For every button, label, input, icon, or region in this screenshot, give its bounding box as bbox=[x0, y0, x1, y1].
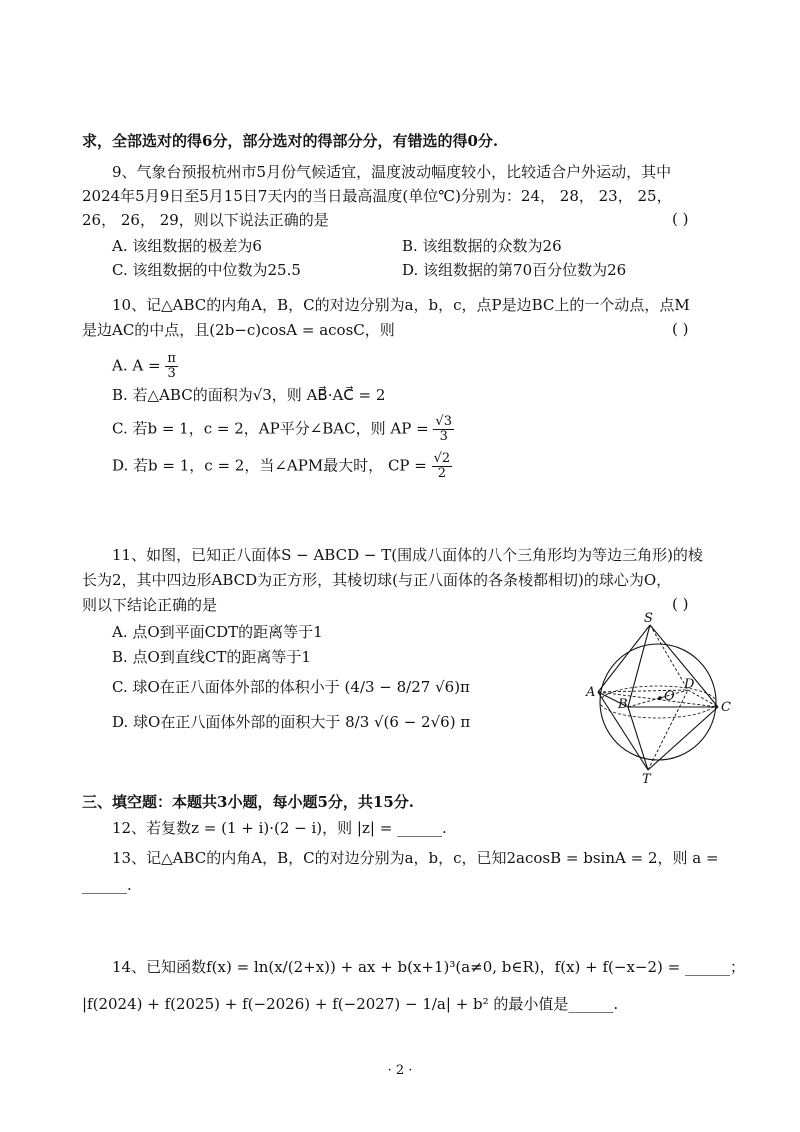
q9-line3: 26， 26， 29，则以下说法正确的是 bbox=[82, 211, 329, 229]
q11-option-c: C. 球O在正八面体外部的体积小于 (4/3 − 8/27 √6)π bbox=[112, 678, 470, 696]
q11-line1: 11、如图，已知正八面体S − ABCD − T(围成八面体的八个三角形均为等边三角形)的棱 bbox=[112, 546, 703, 564]
section3-heading: 三、填空题：本题共3小题，每小题5分，共15分. bbox=[82, 793, 414, 811]
q10-option-c bbox=[112, 415, 454, 444]
label-s: S bbox=[644, 611, 653, 626]
q10-option-a bbox=[112, 352, 178, 381]
q11-option-a: A. 点O到平面CDT的距离等于1 bbox=[112, 623, 323, 641]
q9-option-a: A. 该组数据的极差为6 bbox=[112, 237, 262, 255]
label-d: D bbox=[684, 677, 695, 692]
q9-line2: 2024年5月9日至5月15日7天内的当日最高温度(单位℃)分别为：24， 28， 23， 25， bbox=[82, 187, 672, 205]
q10-option-a-text: A. A = bbox=[112, 356, 161, 375]
q10-answer-paren: ( ) bbox=[672, 320, 689, 338]
q14-line2: |f(2024) + f(2025) + f(−2026) + f(−2027) − 1/a| + b² 的最小值是______. bbox=[82, 995, 619, 1013]
q11-answer-paren: ( ) bbox=[672, 595, 689, 613]
q11-option-d: D. 球O在正八面体外部的面积大于 8/3 √(6 − 2√6) π bbox=[112, 713, 471, 731]
label-o: O bbox=[664, 689, 675, 704]
q10-option-c-fraction bbox=[433, 415, 454, 444]
page-number: · 2 · bbox=[387, 1063, 413, 1078]
octahedron-edges bbox=[598, 625, 718, 770]
frac-num: √3 bbox=[435, 414, 452, 429]
q9-answer-paren: ( ) bbox=[672, 210, 689, 228]
q12: 12、若复数z = (1 + i)·(2 − i)，则 |z| = ______. bbox=[112, 819, 447, 837]
label-b: B bbox=[618, 697, 628, 712]
header-line: 求，全部选对的得6分，部分选对的得部分分，有错选的得0分. bbox=[82, 132, 499, 150]
hidden-edges bbox=[598, 625, 718, 770]
q11-line3: 则以下结论正确的是 bbox=[82, 596, 218, 614]
frac-num: √2 bbox=[433, 451, 451, 466]
q10-option-d-text: D. 若b = 1，c = 2，当∠APM最大时， CP = bbox=[112, 456, 427, 475]
q13-line2: ______. bbox=[82, 876, 132, 894]
frac-num: π bbox=[167, 351, 176, 366]
frac-den: 3 bbox=[439, 429, 448, 444]
label-a: A bbox=[586, 685, 596, 700]
center-point bbox=[658, 696, 662, 700]
q14-line1: 14、已知函数f(x) = ln(x/(2+x)) + ax + b(x+1)³(a≠0, b∈R)，f(x) + f(−x−2) = ______； bbox=[112, 958, 745, 976]
frac-den: 3 bbox=[167, 366, 176, 381]
frac-den: 2 bbox=[437, 466, 447, 481]
q11-line2: 长为2，其中四边形ABCD为正方形，其棱切球(与正八面体的各条棱都相切)的球心为O， bbox=[82, 571, 672, 589]
q9-option-c: C. 该组数据的中位数为25.5 bbox=[112, 261, 301, 279]
q10-option-c-text: C. 若b = 1，c = 2，AP平分∠BAC，则 AP = bbox=[112, 419, 429, 438]
q10-option-b: B. 若△ABC的面积为√3，则 AB⃗·AC⃗ = 2 bbox=[112, 386, 386, 404]
q9-option-d: D. 该组数据的第70百分位数为26 bbox=[402, 261, 627, 279]
q10-option-d bbox=[112, 452, 452, 481]
q10-line1: 10、记△ABC的内角A，B，C的对边分别为a，b，c，点P是边BC上的一个动点，点M bbox=[112, 296, 690, 314]
q10-line2: 是边AC的中点，且(2b−c)cosA = acosC，则 bbox=[82, 321, 395, 339]
q13-line1: 13、记△ABC的内角A，B，C的对边分别为a，b，c，已知2acosB = bsinA = 2，则 a = bbox=[112, 849, 719, 867]
label-c: C bbox=[721, 700, 731, 715]
q10-option-a-fraction bbox=[165, 352, 178, 381]
label-t: T bbox=[642, 772, 651, 785]
q9-line1: 9、气象台预报杭州市5月份气候适宜，温度波动幅度较小，比较适合户外运动，其中 bbox=[112, 163, 672, 181]
q10-option-d-fraction bbox=[432, 452, 453, 481]
octahedron-figure bbox=[580, 610, 740, 785]
q9-option-b: B. 该组数据的众数为26 bbox=[402, 237, 562, 255]
q11-option-b: B. 点O到直线CT的距离等于1 bbox=[112, 648, 311, 666]
